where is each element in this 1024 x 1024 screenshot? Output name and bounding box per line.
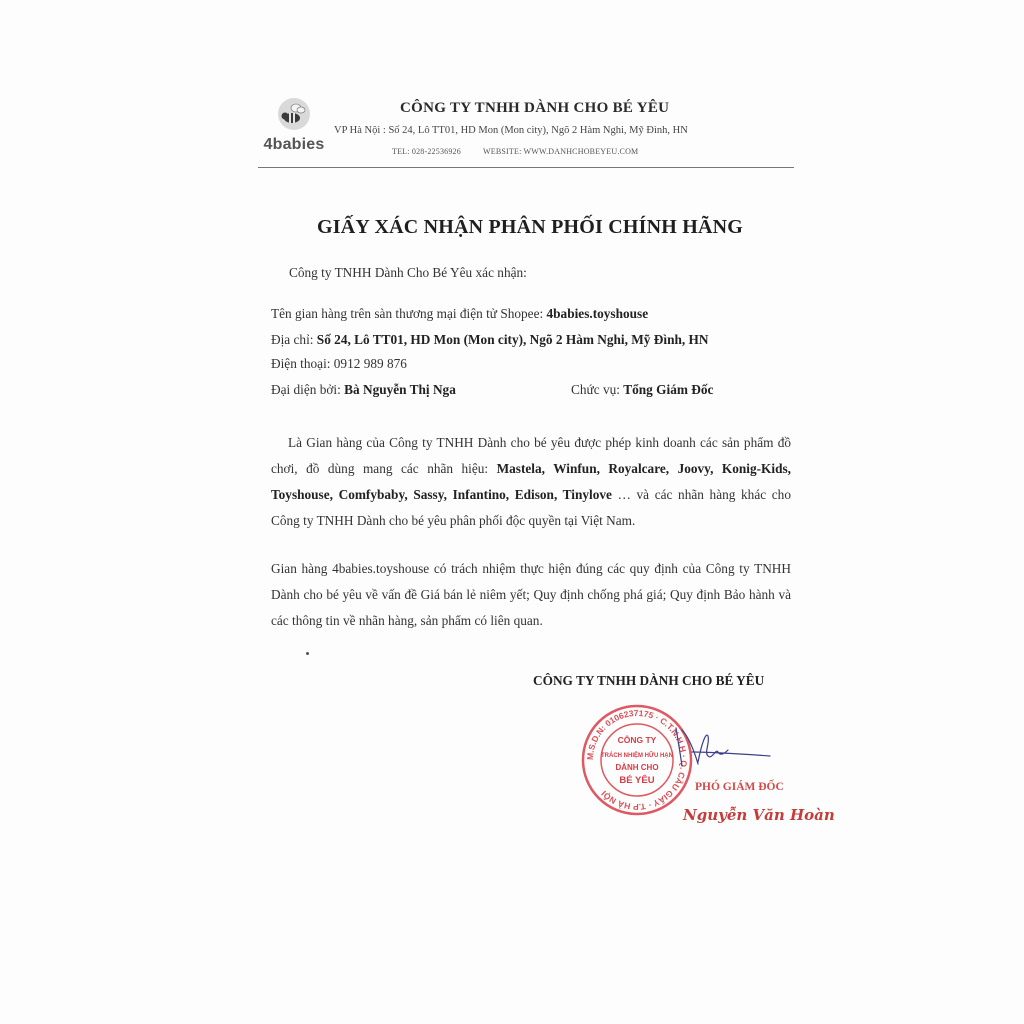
paragraph1-tail: … và các nhãn hàng khác cho Công ty TNHH Dành cho bé yêu phân phối độc quyền tại Việt Nam. [271,487,791,528]
signatory-role: PHÓ GIÁM ĐỐC [695,781,784,793]
store-label: Tên gian hàng trên sàn thương mại điện tử Shopee: [271,306,547,321]
seal-line-1: CÔNG TY [617,735,657,745]
address-line [271,332,708,348]
authorization-paragraph [271,430,791,534]
responsibility-paragraph: Gian hàng 4babies.toyshouse có trách nhiệm thực hiện đúng các quy định của Công ty TNHH Dành cho bé yêu về vấn đề Giá bán lẻ niêm yết; Quy định chống phá giá; Quy định Bảo hành và các thông tin về nhãn hàng, sản phẩm có liên quan. [271,561,791,628]
signatory-name: Nguyễn Văn Hoàn [683,806,835,824]
company-name: CÔNG TY TNHH DÀNH CHO BÉ YÊU [400,100,670,116]
seal-line-2: TRÁCH NHIỆM HỮU HẠN [601,753,673,759]
address-value: Số 24, Lô TT01, HD Mon (Mon city), Ngõ 2 Hàm Nghi, Mỹ Đình, HN [316,332,709,347]
seal-line-3: DÀNH CHO [615,763,659,772]
company-tel: TEL: 028-22536926 [392,147,461,156]
stray-dot [306,652,309,655]
company-contacts [392,147,658,156]
role-label: Chức vụ: [571,382,624,397]
company-website: WEBSITE: WWW.DANHCHOBEYEU.COM [483,147,639,156]
store-value: 4babies.toyshouse [546,306,649,321]
logo-text: 4babies [263,136,325,153]
rep-label: Đại diện bởi: [271,382,345,397]
address-label: Địa chỉ: [271,332,317,347]
representative-line [271,382,456,398]
bee-icon [256,96,332,140]
store-line [271,306,648,322]
signatory-company: CÔNG TY TNHH DÀNH CHO BÉ YÊU [533,673,765,688]
company-address: VP Hà Nội : Số 24, Lô TT01, HD Mon (Mon city), Ngõ 2 Hàm Nghi, Mỹ Đình, HN [334,125,688,136]
intro-line: Công ty TNHH Dành Cho Bé Yêu xác nhận: [289,265,527,280]
handwritten-signature [672,722,772,772]
seal-ring-text: M.S.D.N: 0106237175 · C.T.N.H.H · Q. CẦU GIẤY · T.P HÀ NỘI [584,707,690,813]
seal-line-4: BÉ YÊU [619,775,655,786]
company-logo [256,96,332,160]
role-line [571,382,713,398]
paragraph1-lead: Là Gian hàng của Công ty TNHH Dành cho bé yêu được phép kinh doanh các sản phẩm đồ chơi, đồ dùng mang các nhãn hiệu: [271,435,791,476]
header-divider [258,167,794,168]
phone-value: 0912 989 876 [333,356,407,371]
phone-label: Điện thoại: [271,356,334,371]
rep-value: Bà Nguyễn Thị Nga [344,382,456,397]
document-title: GIẤY XÁC NHẬN PHÂN PHỐI CHÍNH HÃNG [316,216,744,238]
brand-list: Mastela, Winfun, Royalcare, Joovy, Konig-Kids, Toyshouse, Comfybaby, Sassy, Infantino, Edison, Tinylove [271,461,791,502]
phone-line [271,356,407,372]
role-value: Tổng Giám Đốc [623,382,714,397]
